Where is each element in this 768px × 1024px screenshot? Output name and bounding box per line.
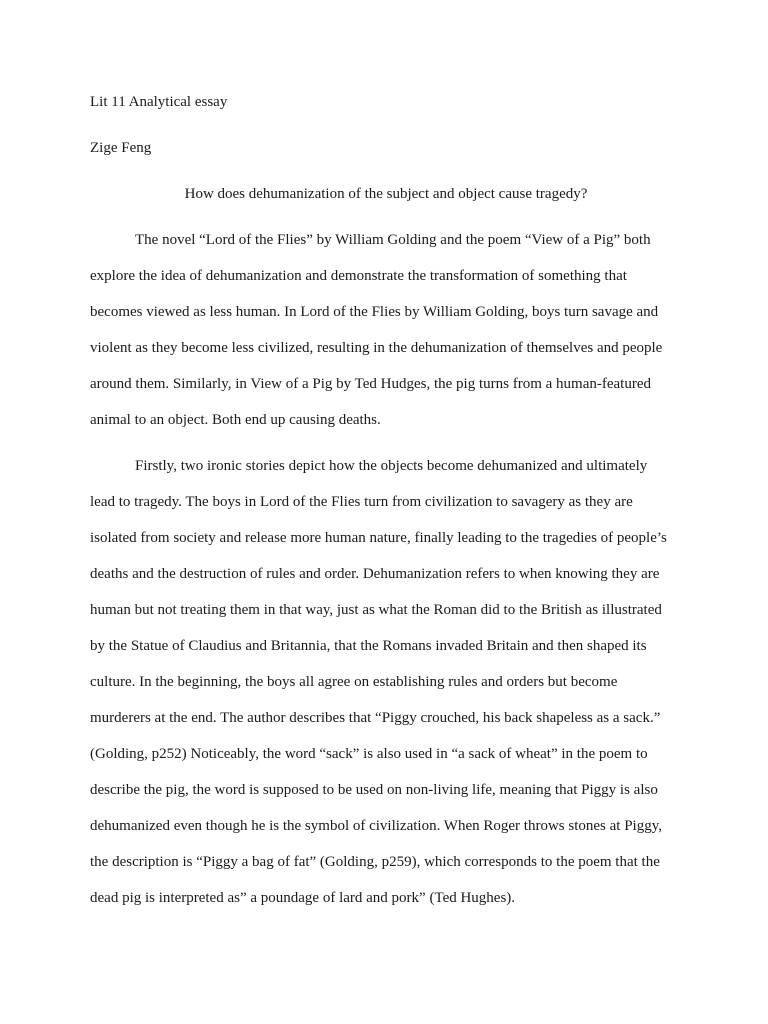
document-page [90, 84, 675, 926]
paragraph-line: around them. Similarly, in View of a Pig by Ted Hudges, the pig turns from a human-featured [90, 376, 651, 392]
paragraph-line: The novel “Lord of the Flies” by William Golding and the poem “View of a Pig” both [135, 232, 651, 248]
paragraph-line: the description is “Piggy a bag of fat” (Golding, p259), which corresponds to the poem that the [90, 854, 660, 870]
paragraph-line: lead to tragedy. The boys in Lord of the Flies turn from civilization to savagery as they are [90, 494, 633, 510]
paragraph-line: murderers at the end. The author describes that “Piggy crouched, his back shapeless as a sack.” [90, 710, 661, 726]
paragraph-line: violent as they become less civilized, resulting in the dehumanization of themselves and people [90, 340, 663, 356]
paragraph-line: (Golding, p252) Noticeably, the word “sack” is also used in “a sack of wheat” in the poem to [90, 746, 648, 762]
paragraph-line: by the Statue of Claudius and Britannia, that the Romans invaded Britain and then shaped its [90, 638, 647, 654]
paragraph-line: isolated from society and release more human nature, finally leading to the tragedies of people’s [90, 530, 667, 546]
paragraph-2 [90, 448, 675, 916]
paragraph-line: becomes viewed as less human. In Lord of the Flies by William Golding, boys turn savage and [90, 304, 659, 320]
essay-title: How does dehumanization of the subject and object cause tragedy? [184, 186, 588, 202]
paragraph-1 [90, 222, 675, 438]
paragraph-line: human but not treating them in that way, just as what the Roman did to the British as illustrated [90, 602, 662, 618]
author-name: Zige Feng [90, 140, 152, 156]
paragraph-line: explore the idea of dehumanization and demonstrate the transformation of something that [90, 268, 627, 284]
paragraph-line: culture. In the beginning, the boys all agree on establishing rules and orders but become [90, 674, 618, 690]
paragraph-line: Firstly, two ironic stories depict how the objects become dehumanized and ultimately [135, 458, 648, 474]
paragraph-line: describe the pig, the word is supposed to be used on non-living life, meaning that Piggy is also [90, 782, 658, 798]
paragraph-line: dead pig is interpreted as” a poundage of lard and pork” (Ted Hughes). [90, 890, 516, 906]
course-heading: Lit 11 Analytical essay [90, 94, 228, 110]
paragraph-line: deaths and the destruction of rules and order. Dehumanization refers to when knowing they are [90, 566, 660, 582]
paragraph-line: dehumanized even though he is the symbol of civilization. When Roger throws stones at Piggy, [90, 818, 662, 834]
paragraph-line: animal to an object. Both end up causing deaths. [90, 412, 381, 428]
